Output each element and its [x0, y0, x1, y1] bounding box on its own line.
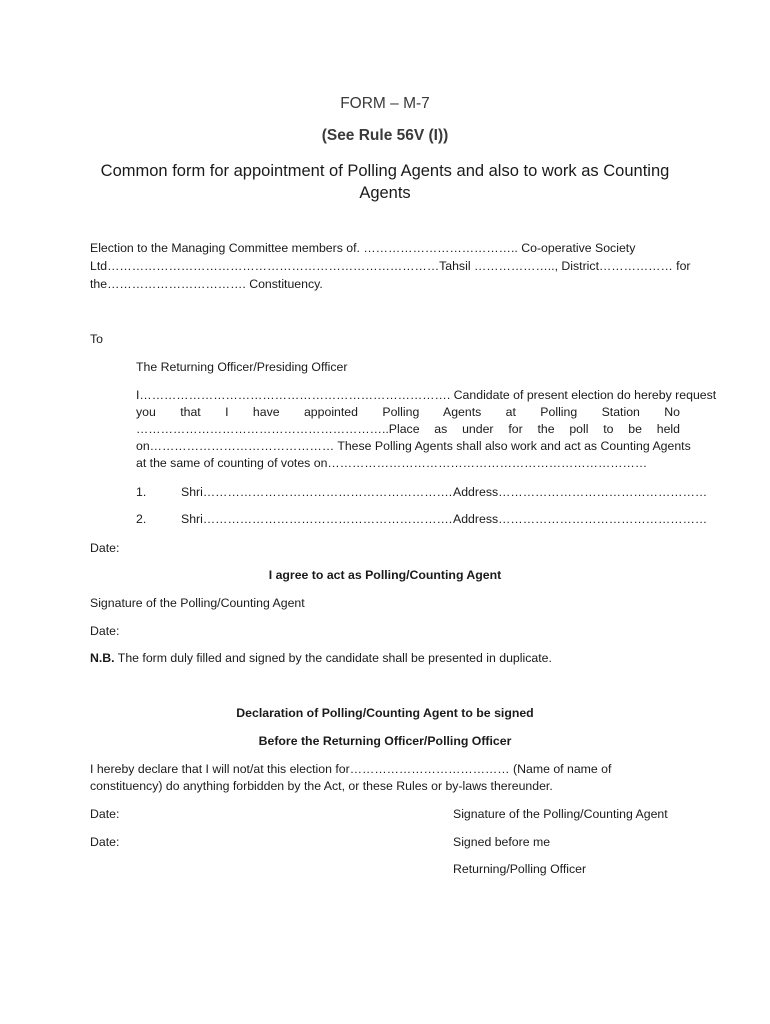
- form-title: FORM – M-7: [340, 95, 430, 112]
- declaration-subheading: Before the Returning Officer/Polling Officer: [258, 734, 512, 748]
- agent-address-field: Address……………………………………………: [453, 485, 708, 499]
- form-heading-line-1: Common form for appointment of Polling Agents and also to work as Counting: [100, 162, 670, 180]
- date-label: Date:: [90, 807, 120, 821]
- request-line-3: ……………………………………………………..Place as under for the poll to be held: [136, 422, 680, 436]
- declaration-heading: Declaration of Polling/Counting Agent to be signed: [236, 706, 534, 720]
- election-line-3: the……………………………. Constituency.: [90, 277, 323, 291]
- declaration-line-2: constituency) do anything forbidden by the Act, or these Rules or by-laws thereunder.: [90, 779, 553, 793]
- returning-officer-label: The Returning Officer/Presiding Officer: [136, 360, 348, 374]
- request-line-1: I…………………………………………………………………. Candidate of present election do hereby request: [136, 388, 717, 402]
- agent-signature-label: Signature of the Polling/Counting Agent: [90, 596, 305, 610]
- election-line-2: Ltd………………………………………………………………………Tahsil ……………….., District……………… for: [90, 259, 691, 273]
- agent-signature-label: Signature of the Polling/Counting Agent: [453, 807, 668, 821]
- to-label: To: [90, 332, 103, 346]
- agent-address-field: Address……………………………………………: [453, 512, 708, 526]
- agent-shri-field: Shri…………………………………………………….: [181, 512, 453, 526]
- declaration-line-1: I hereby declare that I will not/at this election for………………………………… (Name of name of: [90, 762, 612, 776]
- agree-heading: I agree to act as Polling/Counting Agent: [268, 568, 502, 582]
- nb-label: N.B.: [90, 651, 115, 665]
- nb-text: The form duly filled and signed by the candidate shall be presented in duplicate.: [114, 651, 552, 665]
- officer-signature-label: Returning/Polling Officer: [453, 862, 587, 876]
- agent-shri-field: Shri…………………………………………………….: [181, 485, 453, 499]
- agent-number: 2.: [136, 512, 147, 526]
- date-label: Date:: [90, 835, 120, 849]
- date-label: Date:: [90, 541, 120, 555]
- form-heading-line-2: Agents: [359, 184, 411, 202]
- agent-number: 1.: [136, 485, 147, 499]
- date-label: Date:: [90, 624, 120, 638]
- rule-reference: (See Rule 56V (I)): [321, 127, 449, 144]
- request-line-5: at the same of counting of votes on……………………………………………………………………: [136, 456, 648, 470]
- signed-before-label: Signed before me: [453, 835, 551, 849]
- request-line-2: you that I have appointed Polling Agents at Polling Station No: [136, 405, 680, 419]
- request-line-4: on……………………………………… These Polling Agents shall also work and act as Counting Agents: [136, 439, 691, 453]
- nb-note: [90, 650, 552, 667]
- election-line-1: Election to the Managing Committee members of. ……………………………….. Co-operative Society: [90, 241, 636, 255]
